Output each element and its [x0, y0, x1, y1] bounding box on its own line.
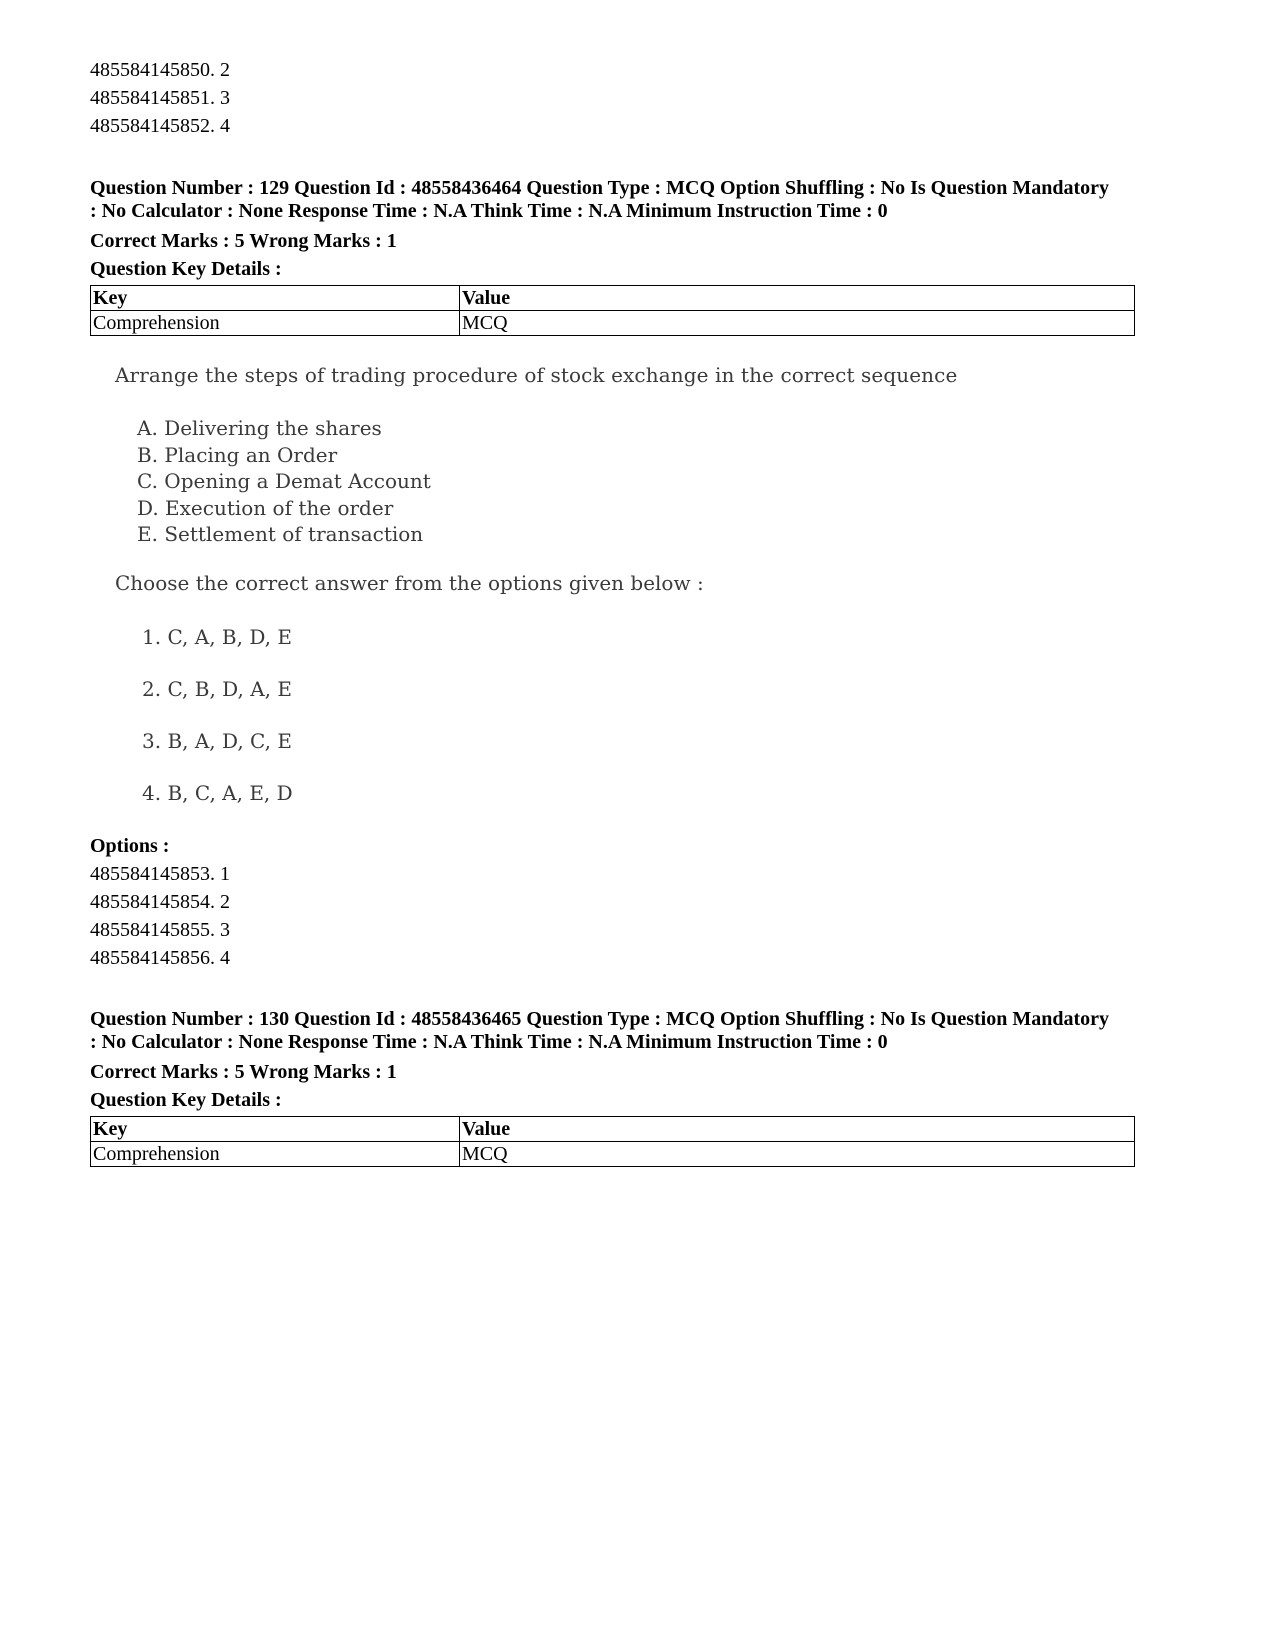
option-line: 485584145856. 4 — [90, 947, 230, 969]
table-header-row — [91, 286, 1135, 311]
question-129-options — [90, 832, 230, 972]
table-header-key: Key — [91, 1117, 460, 1142]
answer-choice: 2. C, B, D, A, E — [142, 677, 292, 701]
statement-list — [137, 415, 431, 548]
choose-instruction: Choose the correct answer from the options given below : — [115, 571, 704, 595]
option-line: 485584145852. 4 — [90, 115, 230, 137]
table-cell-key: Comprehension — [91, 1142, 460, 1167]
answer-choice: 1. C, A, B, D, E — [142, 625, 292, 649]
key-details-label: Question Key Details : — [90, 258, 282, 280]
question-header-line-1: Question Number : 130 Question Id : 48558436465 Question Type : MCQ Option Shuffling : No Is Question Mandatory — [90, 1008, 1109, 1030]
statement-item: A. Delivering the shares — [137, 416, 382, 440]
question-header — [90, 1008, 1140, 1054]
statement-item: C. Opening a Demat Account — [137, 469, 431, 493]
key-details-label: Question Key Details : — [90, 1089, 282, 1111]
marks-line: Correct Marks : 5 Wrong Marks : 1 — [90, 1061, 397, 1083]
question-image — [115, 363, 958, 818]
question-header — [90, 177, 1140, 223]
marks-line: Correct Marks : 5 Wrong Marks : 1 — [90, 230, 397, 252]
statement-item: B. Placing an Order — [137, 442, 338, 467]
answer-choice: 3. B, A, D, C, E — [142, 729, 292, 753]
table-header-value: Value — [460, 286, 1135, 311]
statement-item: E. Settlement of transaction — [137, 522, 424, 546]
question-header-line-1: Question Number : 129 Question Id : 48558436464 Question Type : MCQ Option Shuffling : No Is Question Mandatory — [90, 177, 1109, 199]
question-stem: Arrange the steps of trading procedure of stock exchange in the correct sequence — [115, 363, 958, 387]
options-label: Options : — [90, 835, 170, 857]
option-line: 485584145850. 2 — [90, 59, 230, 81]
option-line: 485584145853. 1 — [90, 863, 230, 885]
table-cell-key: Comprehension — [91, 311, 460, 336]
table-header-value: Value — [460, 1117, 1135, 1142]
table-cell-value: MCQ — [460, 311, 1135, 336]
key-details-table — [90, 1116, 1135, 1167]
table-row — [91, 1142, 1135, 1167]
question-130-block — [90, 1008, 1140, 1167]
statement-item: D. Execution of the order — [137, 495, 394, 520]
answer-choice: 4. B, C, A, E, D — [142, 781, 293, 805]
question-header-line-2: : No Calculator : None Response Time : N.A Think Time : N.A Minimum Instruction Time : 0 — [90, 200, 888, 222]
table-cell-value: MCQ — [460, 1142, 1135, 1167]
option-line: 485584145855. 3 — [90, 919, 230, 941]
table-header-row — [91, 1117, 1135, 1142]
previous-question-options — [90, 56, 230, 140]
key-details-table — [90, 285, 1135, 336]
option-line: 485584145851. 3 — [90, 87, 230, 109]
question-header-line-2: : No Calculator : None Response Time : N.A Think Time : N.A Minimum Instruction Time : 0 — [90, 1031, 888, 1053]
question-129-block — [90, 177, 1140, 336]
table-row — [91, 311, 1135, 336]
option-line: 485584145854. 2 — [90, 891, 230, 913]
table-header-key: Key — [91, 286, 460, 311]
